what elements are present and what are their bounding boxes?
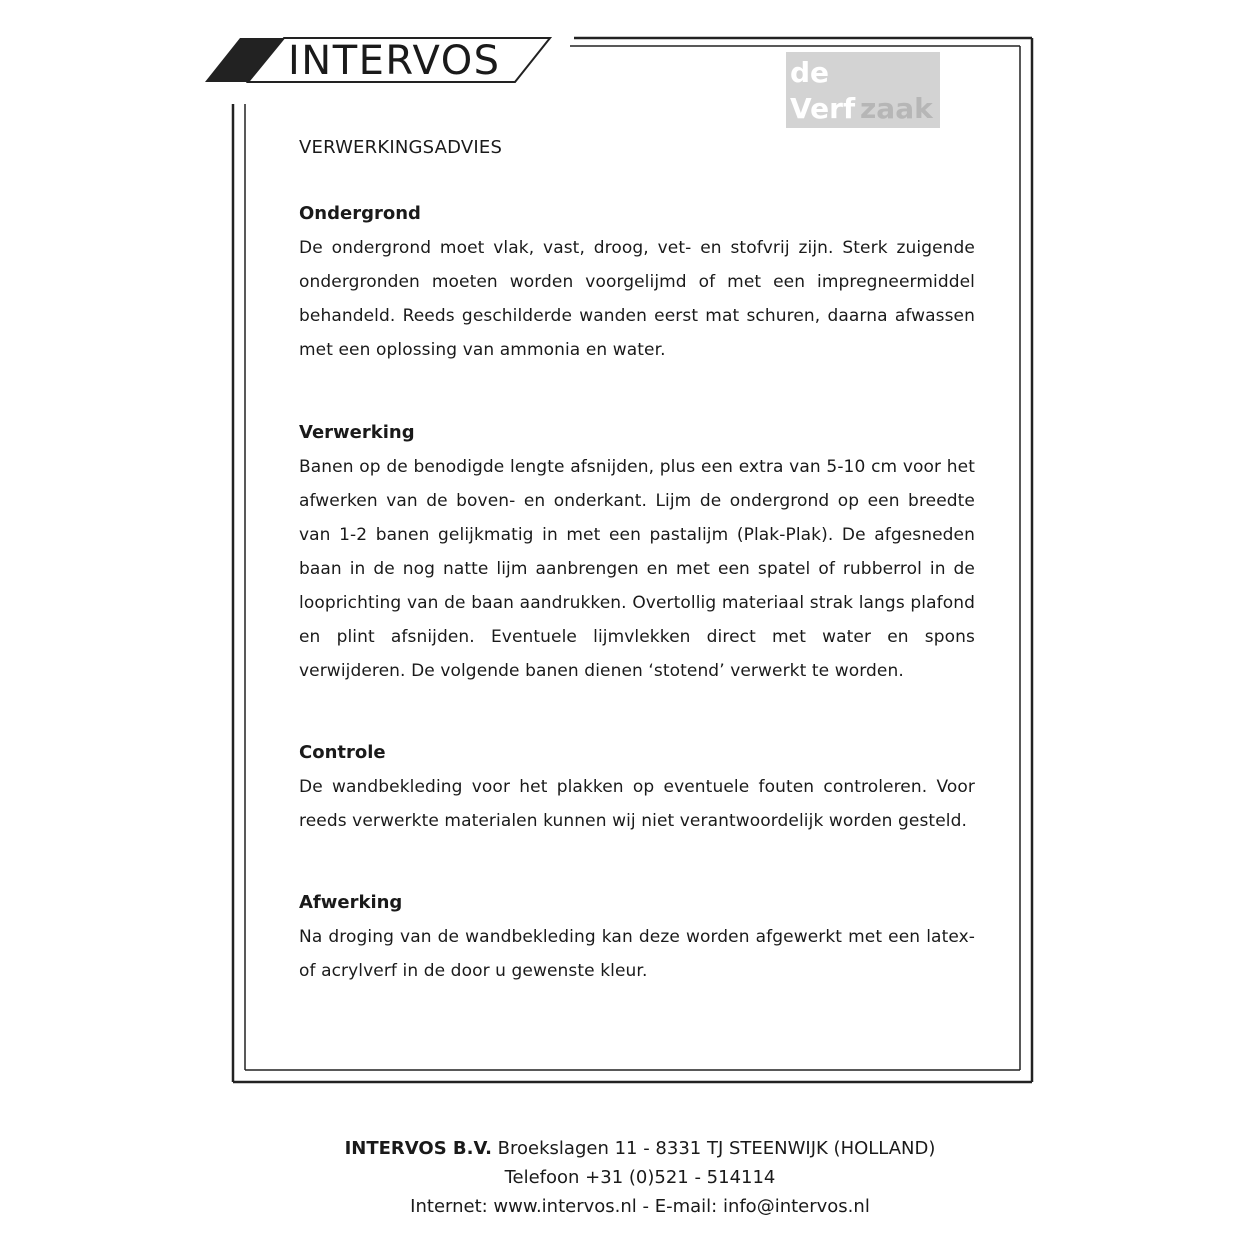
section-body: De ondergrond moet vlak, vast, droog, vet- en stofvrij zijn. Sterk zuigende ondergronden moeten worden voorgelijmd of met een impregneermiddel behandeld. Reeds geschilderde wanden eerst mat schuren, daarna afwassen met een oplossing van ammonia en water. (299, 238, 975, 360)
section-afwerking (299, 886, 975, 988)
document-title: VERWERKINGSADVIES (299, 137, 503, 158)
section-body: Banen op de benodigde lengte afsnijden, plus een extra van 5-10 cm voor het afwerken van de boven- en onderkant. Lijm de ondergrond op een breedte van 1-2 banen gelijkmatig in met een pastalijm (Plak-Plak). De afgesneden baan in de nog natte lijm aanbrengen en met een spatel of rubberrol in de looprichting van de baan aandrukken. Overtollig materiaal strak langs plafond en plint afsnijden. Eventuele lijmvlekken direct met water en spons verwijderen. De volgende banen dienen ‘stotend’ verwerkt te worden. (299, 457, 975, 681)
section-title: Controle (299, 742, 386, 763)
footer-contact (230, 1134, 1050, 1221)
section-title: Ondergrond (299, 203, 421, 224)
section-controle (299, 736, 975, 838)
section-ondergrond (299, 197, 975, 367)
section-verwerking (299, 416, 975, 688)
section-title: Afwerking (299, 892, 403, 913)
footer-address: Broekslagen 11 - 8331 TJ STEENWIJK (HOLLAND) (497, 1138, 936, 1159)
company-logo: INTERVOS (288, 38, 501, 84)
watermark-word-zaak: zaak (860, 92, 933, 125)
document-content (299, 130, 975, 988)
verfzaak-watermark (786, 52, 940, 128)
section-body: De wandbekleding voor het plakken op eventuele fouten controleren. Voor reeds verwerkte materialen kunnen wij niet verantwoordelijk worden gesteld. (299, 777, 975, 831)
section-title: Verwerking (299, 422, 415, 443)
footer-company-name: INTERVOS B.V. (344, 1138, 492, 1159)
footer-phone: Telefoon +31 (0)521 - 514114 (504, 1167, 776, 1188)
footer-address-line (230, 1134, 1050, 1163)
watermark-word-verf: Verf (790, 92, 856, 125)
footer-web-email: Internet: www.intervos.nl - E-mail: info@intervos.nl (410, 1196, 870, 1217)
section-body: Na droging van de wandbekleding kan deze worden afgewerkt met een latex- of acrylverf in de door u gewenste kleur. (299, 927, 975, 981)
logo-block-shape (205, 38, 284, 82)
watermark-line-de: de (790, 56, 830, 89)
